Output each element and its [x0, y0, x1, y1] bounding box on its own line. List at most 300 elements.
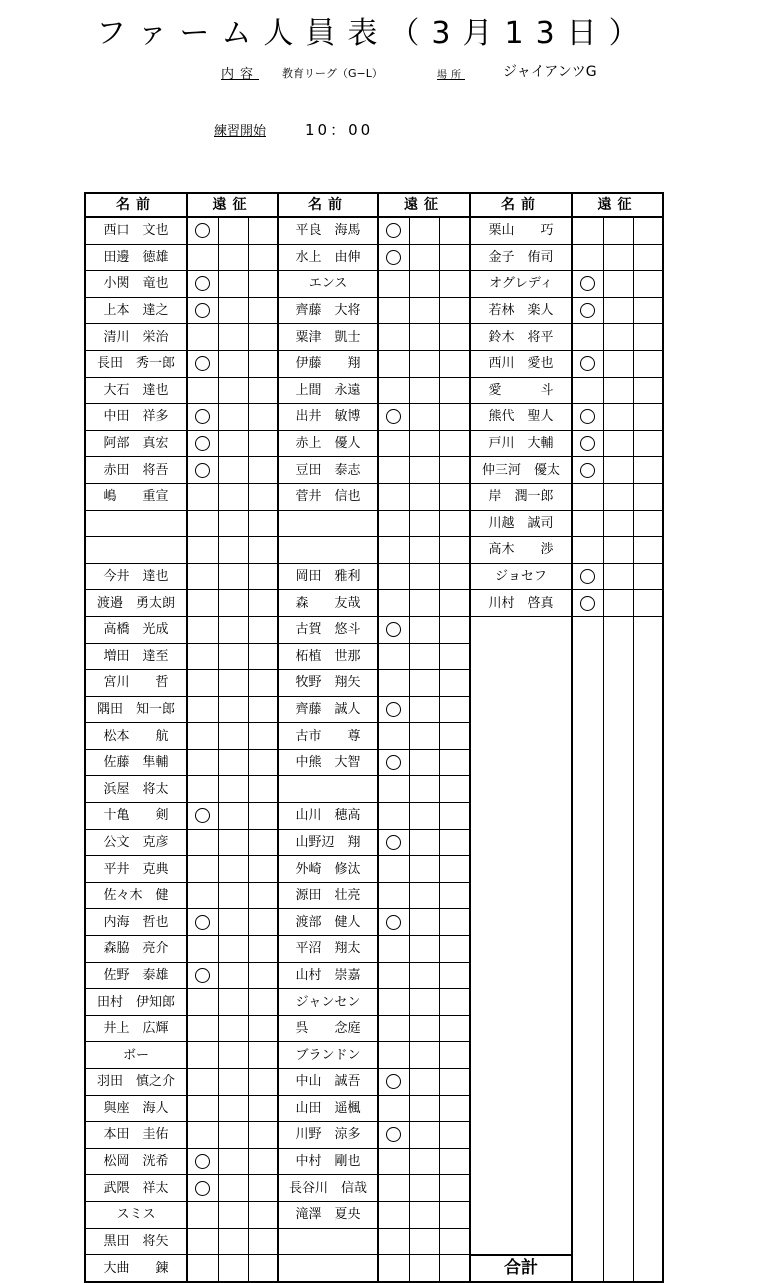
ensei-cell: [378, 749, 409, 776]
ensei-cell: [603, 430, 633, 457]
ensei-cell: [187, 244, 218, 271]
ensei-cell: [187, 1255, 218, 1283]
ensei-cell: [248, 457, 278, 484]
ensei-cell: [603, 510, 633, 537]
player-name: 渡部 健人: [278, 909, 378, 936]
ensei-cell: [218, 457, 248, 484]
table-row: [85, 1175, 663, 1202]
ensei-cell: [187, 350, 218, 377]
ensei-cell: [572, 776, 603, 803]
ensei-cell: [439, 590, 470, 617]
player-name: [470, 962, 572, 989]
ensei-cell: [603, 1175, 633, 1202]
ensei-cell: [439, 1255, 470, 1283]
ensei-cell: [248, 244, 278, 271]
ensei-circle-mark: [386, 702, 401, 717]
player-name: ジョセフ: [470, 563, 572, 590]
ensei-cell: [439, 350, 470, 377]
ensei-cell: [439, 1069, 470, 1096]
ensei-circle-mark: [580, 569, 595, 584]
ensei-cell: [378, 537, 409, 564]
ensei-cell: [409, 962, 439, 989]
player-name: 仲三河 優太: [470, 457, 572, 484]
ensei-cell: [409, 297, 439, 324]
table-row: [85, 1015, 663, 1042]
ensei-circle-mark: [580, 303, 595, 318]
ensei-cell: [248, 696, 278, 723]
player-name: 西口 文也: [85, 217, 187, 244]
ensei-cell: [248, 217, 278, 244]
ensei-cell: [378, 563, 409, 590]
ensei-cell: [409, 324, 439, 351]
ensei-cell: [409, 563, 439, 590]
ensei-cell: [633, 882, 663, 909]
ensei-cell: [439, 909, 470, 936]
player-name: 本田 圭佑: [85, 1122, 187, 1149]
ensei-circle-mark: [195, 276, 210, 291]
ensei-cell: [378, 616, 409, 643]
content-label: 内容: [221, 67, 260, 82]
ensei-cell: [633, 510, 663, 537]
ensei-cell: [633, 324, 663, 351]
player-name: 滝澤 夏央: [278, 1201, 378, 1228]
ensei-cell: [439, 457, 470, 484]
ensei-cell: [439, 936, 470, 963]
ensei-cell: [633, 377, 663, 404]
player-name: 増田 達至: [85, 643, 187, 670]
ensei-cell: [378, 457, 409, 484]
player-name: [470, 989, 572, 1016]
ensei-cell: [378, 1228, 409, 1255]
table-row: [85, 324, 663, 351]
ensei-cell: [603, 563, 633, 590]
ensei-cell: [187, 1069, 218, 1096]
ensei-cell: [187, 962, 218, 989]
ensei-cell: [603, 723, 633, 750]
practice-start-time: 10：00: [305, 121, 374, 139]
ensei-cell: [603, 616, 633, 643]
ensei-cell: [572, 1122, 603, 1149]
ensei-cell: [409, 643, 439, 670]
ensei-cell: [409, 217, 439, 244]
ensei-cell: [187, 909, 218, 936]
ensei-cell: [248, 377, 278, 404]
ensei-cell: [187, 643, 218, 670]
ensei-cell: [218, 962, 248, 989]
ensei-cell: [572, 563, 603, 590]
ensei-cell: [218, 723, 248, 750]
player-name: 川野 涼多: [278, 1122, 378, 1149]
table-row: [85, 1042, 663, 1069]
ensei-cell: [409, 936, 439, 963]
ensei-circle-mark: [195, 223, 210, 238]
ensei-cell: [378, 1148, 409, 1175]
ensei-cell: [378, 803, 409, 830]
ensei-cell: [439, 297, 470, 324]
ensei-cell: [603, 1015, 633, 1042]
ensei-cell: [603, 1148, 633, 1175]
player-name: 柘植 世那: [278, 643, 378, 670]
ensei-cell: [248, 1122, 278, 1149]
ensei-cell: [248, 324, 278, 351]
ensei-cell: [248, 1015, 278, 1042]
ensei-cell: [439, 803, 470, 830]
player-name: [470, 1122, 572, 1149]
ensei-cell: [439, 643, 470, 670]
ensei-cell: [218, 537, 248, 564]
header-ensei: 遠征: [378, 193, 470, 217]
ensei-cell: [633, 1148, 663, 1175]
table-row: [85, 244, 663, 271]
ensei-cell: [218, 1175, 248, 1202]
player-name: ジャンセン: [278, 989, 378, 1016]
ensei-cell: [378, 297, 409, 324]
player-name: スミス: [85, 1201, 187, 1228]
player-name: [470, 1228, 572, 1255]
player-name: オグレディ: [470, 271, 572, 298]
ensei-cell: [378, 350, 409, 377]
ensei-cell: [187, 1015, 218, 1042]
player-name: 赤上 優人: [278, 430, 378, 457]
ensei-cell: [187, 882, 218, 909]
ensei-cell: [218, 244, 248, 271]
ensei-cell: [378, 430, 409, 457]
player-name: 古市 尊: [278, 723, 378, 750]
ensei-cell: [603, 1095, 633, 1122]
table-row: [85, 909, 663, 936]
ensei-cell: [633, 749, 663, 776]
ensei-cell: [248, 803, 278, 830]
header-name: 名前: [470, 193, 572, 217]
ensei-cell: [439, 324, 470, 351]
table-row: [85, 430, 663, 457]
ensei-cell: [603, 909, 633, 936]
ensei-cell: [572, 962, 603, 989]
ensei-cell: [409, 723, 439, 750]
player-name: 山村 崇嘉: [278, 962, 378, 989]
ensei-cell: [439, 244, 470, 271]
ensei-cell: [187, 271, 218, 298]
ensei-cell: [603, 749, 633, 776]
ensei-cell: [603, 457, 633, 484]
ensei-cell: [378, 1015, 409, 1042]
ensei-cell: [572, 989, 603, 1016]
player-name: [470, 1069, 572, 1096]
ensei-cell: [218, 989, 248, 1016]
player-name: 内海 哲也: [85, 909, 187, 936]
ensei-cell: [218, 1255, 248, 1283]
location-value: ジャイアンツG: [503, 64, 597, 80]
ensei-cell: [218, 909, 248, 936]
ensei-cell: [572, 1015, 603, 1042]
player-name: [278, 1228, 378, 1255]
player-name: 井上 広輝: [85, 1015, 187, 1042]
ensei-cell: [248, 1042, 278, 1069]
ensei-cell: [218, 1228, 248, 1255]
table-row: [85, 723, 663, 750]
ensei-cell: [248, 297, 278, 324]
ensei-cell: [187, 723, 218, 750]
table-row: [85, 696, 663, 723]
ensei-cell: [439, 217, 470, 244]
player-name: 小関 竜也: [85, 271, 187, 298]
player-name: 鈴木 将平: [470, 324, 572, 351]
player-name: 出井 敏博: [278, 404, 378, 431]
player-name: 羽田 慎之介: [85, 1069, 187, 1096]
ensei-cell: [409, 1148, 439, 1175]
player-name: 上間 永遠: [278, 377, 378, 404]
ensei-cell: [439, 1042, 470, 1069]
ensei-cell: [439, 510, 470, 537]
player-name: [85, 510, 187, 537]
ensei-cell: [218, 350, 248, 377]
player-name: 西川 愛也: [470, 350, 572, 377]
player-name: 源田 壮亮: [278, 882, 378, 909]
ensei-circle-mark: [580, 276, 595, 291]
table-row: [85, 749, 663, 776]
ensei-cell: [633, 856, 663, 883]
ensei-cell: [409, 1122, 439, 1149]
player-name: 大曲 錬: [85, 1255, 187, 1283]
ensei-cell: [572, 1201, 603, 1228]
player-name: [470, 1201, 572, 1228]
ensei-cell: [187, 1042, 218, 1069]
ensei-cell: [409, 749, 439, 776]
player-name: 隅田 知一郎: [85, 696, 187, 723]
player-name: [470, 670, 572, 697]
ensei-cell: [633, 936, 663, 963]
ensei-cell: [603, 1228, 633, 1255]
ensei-cell: [439, 962, 470, 989]
ensei-circle-mark: [195, 463, 210, 478]
player-name: 長田 秀一郎: [85, 350, 187, 377]
header-name: 名前: [278, 193, 378, 217]
player-name: 中田 祥多: [85, 404, 187, 431]
ensei-cell: [572, 590, 603, 617]
player-name: 與座 海人: [85, 1095, 187, 1122]
player-name: 古賀 悠斗: [278, 616, 378, 643]
ensei-cell: [187, 483, 218, 510]
player-name: 中熊 大智: [278, 749, 378, 776]
ensei-cell: [248, 1175, 278, 1202]
player-name: 豆田 泰志: [278, 457, 378, 484]
ensei-cell: [603, 483, 633, 510]
ensei-cell: [572, 1042, 603, 1069]
table-row: [85, 616, 663, 643]
ensei-cell: [218, 217, 248, 244]
ensei-cell: [187, 829, 218, 856]
player-name: 熊代 聖人: [470, 404, 572, 431]
player-name: 山野辺 翔: [278, 829, 378, 856]
player-name: 呉 念庭: [278, 1015, 378, 1042]
ensei-cell: [409, 537, 439, 564]
player-name: 平良 海馬: [278, 217, 378, 244]
player-name: 齊藤 大将: [278, 297, 378, 324]
ensei-cell: [439, 1015, 470, 1042]
player-name: 川村 啓真: [470, 590, 572, 617]
ensei-cell: [409, 510, 439, 537]
ensei-cell: [572, 217, 603, 244]
ensei-circle-mark: [195, 968, 210, 983]
ensei-cell: [572, 1148, 603, 1175]
ensei-cell: [633, 1175, 663, 1202]
ensei-cell: [603, 217, 633, 244]
ensei-cell: [218, 1042, 248, 1069]
ensei-cell: [218, 856, 248, 883]
ensei-cell: [378, 776, 409, 803]
player-name: 栗山 巧: [470, 217, 572, 244]
player-name: 黒田 将矢: [85, 1228, 187, 1255]
ensei-cell: [248, 670, 278, 697]
ensei-cell: [572, 1228, 603, 1255]
ensei-cell: [218, 510, 248, 537]
player-name: 渡邉 勇太朗: [85, 590, 187, 617]
ensei-cell: [439, 670, 470, 697]
player-name: 公文 克彦: [85, 829, 187, 856]
table-row: [85, 537, 663, 564]
player-name: 水上 由伸: [278, 244, 378, 271]
ensei-cell: [187, 430, 218, 457]
ensei-circle-mark: [580, 356, 595, 371]
table-row: [85, 962, 663, 989]
ensei-cell: [572, 882, 603, 909]
total-label: 合計: [470, 1255, 572, 1283]
ensei-cell: [439, 430, 470, 457]
ensei-cell: [248, 1069, 278, 1096]
ensei-circle-mark: [386, 409, 401, 424]
practice-start-label: 練習開始: [214, 124, 267, 139]
ensei-cell: [633, 563, 663, 590]
ensei-cell: [378, 324, 409, 351]
ensei-cell: [409, 244, 439, 271]
ensei-cell: [378, 909, 409, 936]
ensei-cell: [218, 936, 248, 963]
ensei-cell: [409, 457, 439, 484]
ensei-cell: [572, 829, 603, 856]
ensei-cell: [409, 1095, 439, 1122]
player-name: 菅井 信也: [278, 483, 378, 510]
ensei-cell: [248, 1095, 278, 1122]
ensei-cell: [378, 696, 409, 723]
ensei-cell: [378, 510, 409, 537]
ensei-cell: [378, 244, 409, 271]
ensei-cell: [572, 510, 603, 537]
header-ensei: 遠征: [572, 193, 663, 217]
ensei-cell: [218, 882, 248, 909]
player-name: 高木 渉: [470, 537, 572, 564]
ensei-cell: [248, 1201, 278, 1228]
player-name: [470, 616, 572, 643]
ensei-circle-mark: [386, 1074, 401, 1089]
player-name: 岡田 雅利: [278, 563, 378, 590]
ensei-cell: [378, 1069, 409, 1096]
player-name: 佐藤 隼輔: [85, 749, 187, 776]
ensei-cell: [572, 483, 603, 510]
ensei-cell: [603, 537, 633, 564]
player-name: [470, 749, 572, 776]
ensei-cell: [572, 723, 603, 750]
ensei-cell: [218, 1069, 248, 1096]
ensei-circle-mark: [580, 596, 595, 611]
player-name: [470, 643, 572, 670]
ensei-cell: [603, 271, 633, 298]
ensei-circle-mark: [195, 915, 210, 930]
ensei-cell: [633, 350, 663, 377]
ensei-cell: [378, 1175, 409, 1202]
ensei-cell: [633, 829, 663, 856]
ensei-cell: [633, 1042, 663, 1069]
table-row: [85, 1201, 663, 1228]
ensei-cell: [439, 271, 470, 298]
ensei-cell: [603, 962, 633, 989]
ensei-cell: [409, 670, 439, 697]
ensei-cell: [378, 377, 409, 404]
ensei-cell: [409, 696, 439, 723]
ensei-cell: [633, 457, 663, 484]
ensei-cell: [378, 483, 409, 510]
player-name: 伊藤 翔: [278, 350, 378, 377]
ensei-circle-mark: [195, 1181, 210, 1196]
ensei-cell: [603, 856, 633, 883]
ensei-circle-mark: [195, 409, 210, 424]
ensei-cell: [187, 749, 218, 776]
ensei-cell: [603, 350, 633, 377]
header-name: 名前: [85, 193, 187, 217]
ensei-cell: [572, 749, 603, 776]
player-name: [470, 882, 572, 909]
ensei-cell: [248, 829, 278, 856]
player-name: 森脇 亮介: [85, 936, 187, 963]
ensei-cell: [248, 430, 278, 457]
ensei-cell: [439, 1228, 470, 1255]
ensei-cell: [248, 882, 278, 909]
ensei-cell: [187, 563, 218, 590]
content-value: 教育リーグ（G−L）: [282, 67, 383, 80]
ensei-cell: [603, 324, 633, 351]
table-row: [85, 856, 663, 883]
ensei-cell: [633, 1201, 663, 1228]
ensei-cell: [378, 643, 409, 670]
ensei-cell: [633, 590, 663, 617]
ensei-cell: [572, 350, 603, 377]
ensei-cell: [409, 616, 439, 643]
ensei-cell: [439, 537, 470, 564]
ensei-cell: [187, 696, 218, 723]
ensei-cell: [572, 537, 603, 564]
ensei-cell: [187, 510, 218, 537]
player-name: 赤田 将吾: [85, 457, 187, 484]
table-row: [85, 457, 663, 484]
ensei-cell: [187, 297, 218, 324]
ensei-cell: [633, 483, 663, 510]
table-row: [85, 829, 663, 856]
ensei-cell: [378, 989, 409, 1016]
player-name: 愛 斗: [470, 377, 572, 404]
table-row: [85, 1095, 663, 1122]
ensei-cell: [633, 1122, 663, 1149]
player-name: [470, 1042, 572, 1069]
ensei-cell: [633, 962, 663, 989]
ensei-cell: [439, 1095, 470, 1122]
player-name: エンス: [278, 271, 378, 298]
ensei-cell: [187, 457, 218, 484]
roster-table: [84, 192, 664, 1283]
ensei-cell: [633, 723, 663, 750]
player-name: 山川 穂高: [278, 803, 378, 830]
ensei-cell: [603, 1201, 633, 1228]
player-name: 田邊 徳雄: [85, 244, 187, 271]
ensei-cell: [409, 803, 439, 830]
